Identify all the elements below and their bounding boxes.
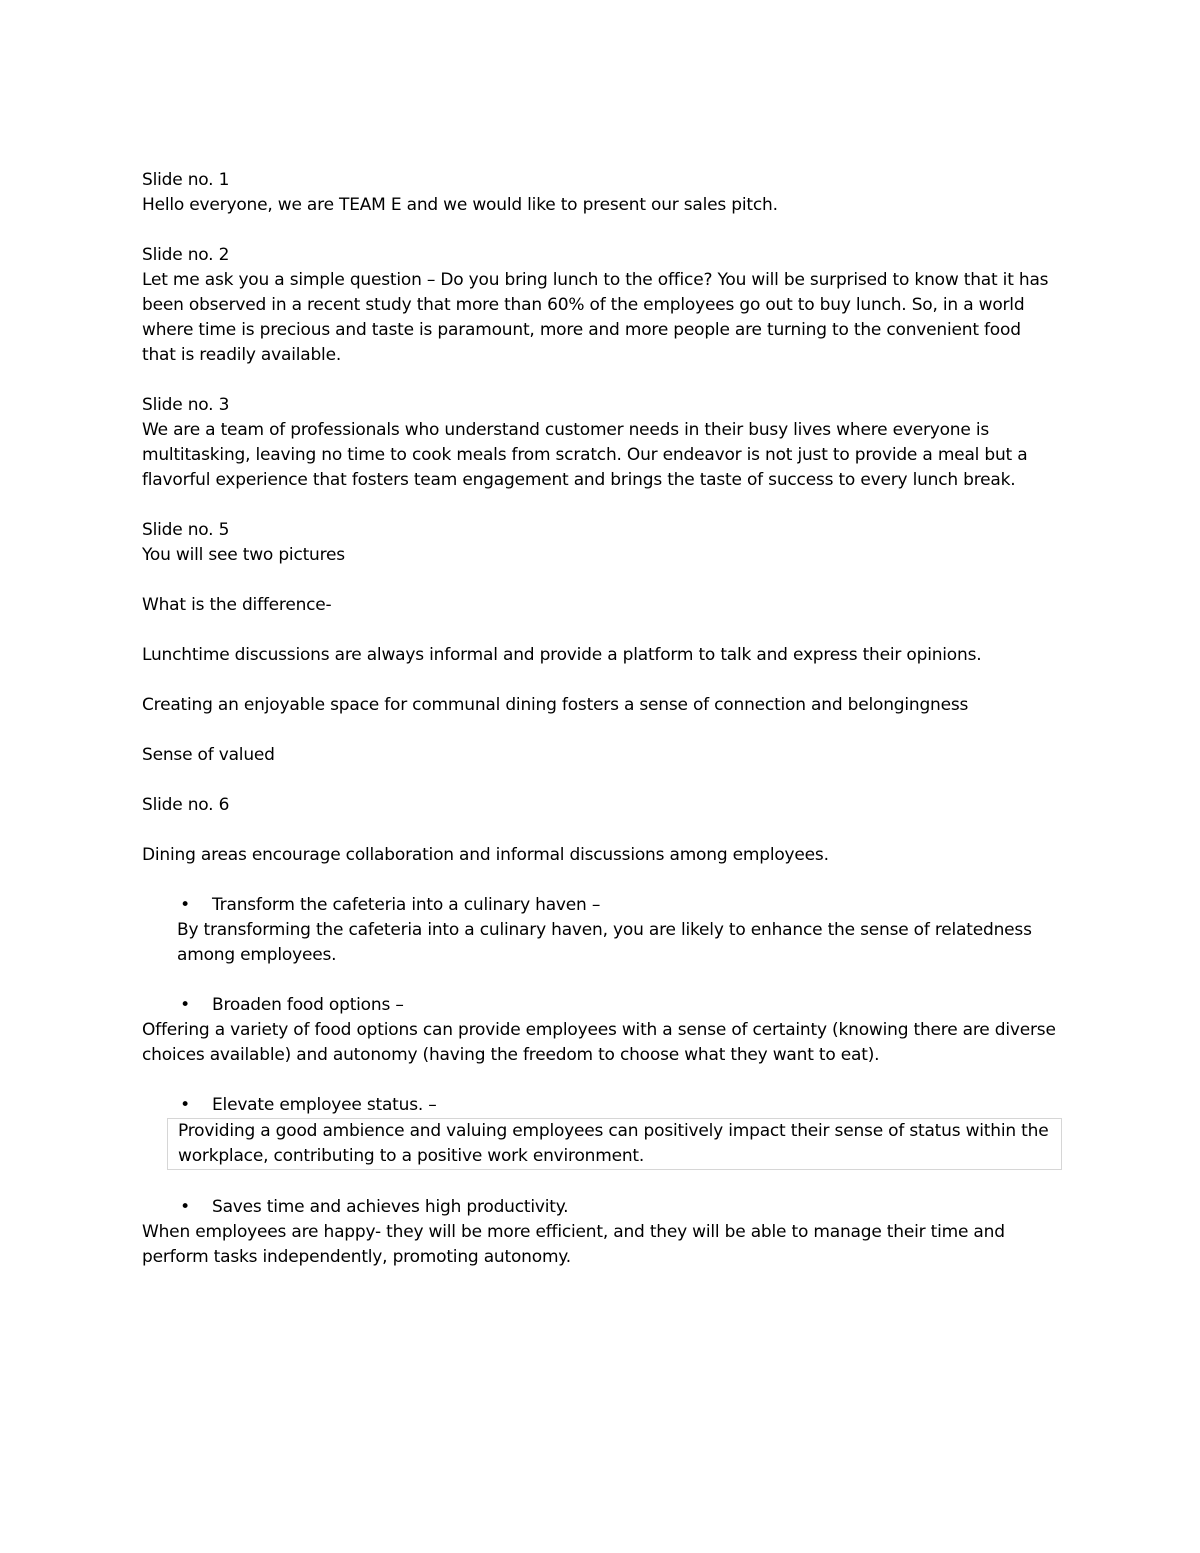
spacer <box>142 718 1072 743</box>
slide-5-line: You will see two pictures <box>142 545 345 565</box>
spacer <box>142 968 1072 993</box>
slide-2-heading: Slide no. 2 <box>142 245 230 265</box>
slide-1-heading: Slide no. 1 <box>142 170 230 190</box>
bullet-item <box>142 893 1072 918</box>
slide-3-line: flavorful experience that fosters team engagement and brings the taste of success to every lunch break. <box>142 470 1016 490</box>
bullet-body-line: Offering a variety of food options can provide employees with a sense of certainty (knowing there are diverse <box>142 1020 1056 1040</box>
slide-5-paragraph: Sense of valued <box>142 745 275 765</box>
spacer <box>142 618 1072 643</box>
spacer <box>142 868 1072 893</box>
bullet-title: Broaden food options – <box>212 995 404 1015</box>
bullet-body-line: When employees are happy- they will be more efficient, and they will be able to manage their time and <box>142 1222 1005 1242</box>
spacer <box>142 668 1072 693</box>
spacer <box>142 818 1072 843</box>
spacer <box>142 493 1072 518</box>
spacer <box>142 768 1072 793</box>
bullet-body-line: choices available) and autonomy (having the freedom to choose what they want to eat). <box>142 1045 880 1065</box>
spacer <box>142 568 1072 593</box>
slide-5-paragraph: What is the difference- <box>142 595 332 615</box>
slide-5-heading: Slide no. 5 <box>142 520 230 540</box>
slide-6-intro: Dining areas encourage collaboration and informal discussions among employees. <box>142 845 829 865</box>
slide-3-line: We are a team of professionals who understand customer needs in their busy lives where everyone is <box>142 420 990 440</box>
slide-3-heading: Slide no. 3 <box>142 395 230 415</box>
bullet-dot-icon: • <box>180 995 190 1015</box>
document-page <box>142 168 1072 1270</box>
bullet-body-line: Providing a good ambience and valuing employees can positively impact their sense of status within the <box>178 1121 1049 1141</box>
spacer <box>142 1170 1072 1195</box>
bullet-dot-icon: • <box>180 1095 190 1115</box>
slide-2-line: Let me ask you a simple question – Do you bring lunch to the office? You will be surprised to know that it has <box>142 270 1049 290</box>
slide-5-paragraph: Lunchtime discussions are always informal and provide a platform to talk and express their opinions. <box>142 645 982 665</box>
bullet-item <box>142 993 1072 1018</box>
slide-3-line: multitasking, leaving no time to cook meals from scratch. Our endeavor is not just to provide a meal but a <box>142 445 1028 465</box>
bullet-title: Saves time and achieves high productivity. <box>212 1197 569 1217</box>
slide-1-text: Hello everyone, we are TEAM E and we would like to present our sales pitch. <box>142 195 778 215</box>
bullet-title: Transform the cafeteria into a culinary haven – <box>212 895 601 915</box>
bullet-body-line: workplace, contributing to a positive work environment. <box>178 1146 645 1166</box>
bullet-body-line: perform tasks independently, promoting autonomy. <box>142 1247 571 1267</box>
bordered-text-box <box>167 1118 1062 1170</box>
bullet-item <box>142 1093 1072 1118</box>
slide-2-line: that is readily available. <box>142 345 342 365</box>
slide-2-line: been observed in a recent study that more than 60% of the employees go out to buy lunch. So, in a world <box>142 295 1025 315</box>
bullet-dot-icon: • <box>180 1197 190 1217</box>
slide-5-paragraph: Creating an enjoyable space for communal dining fosters a sense of connection and belongingness <box>142 695 969 715</box>
spacer <box>142 218 1072 243</box>
spacer <box>142 368 1072 393</box>
spacer <box>142 1068 1072 1093</box>
slide-2-line: where time is precious and taste is paramount, more and more people are turning to the convenient food <box>142 320 1021 340</box>
bullet-title: Elevate employee status. – <box>212 1095 437 1115</box>
bullet-body-line: By transforming the cafeteria into a culinary haven, you are likely to enhance the sense of relatedness <box>177 920 1032 940</box>
bullet-dot-icon: • <box>180 895 190 915</box>
bullet-body-line: among employees. <box>177 945 337 965</box>
bullet-item <box>142 1195 1072 1220</box>
slide-6-heading: Slide no. 6 <box>142 795 230 815</box>
